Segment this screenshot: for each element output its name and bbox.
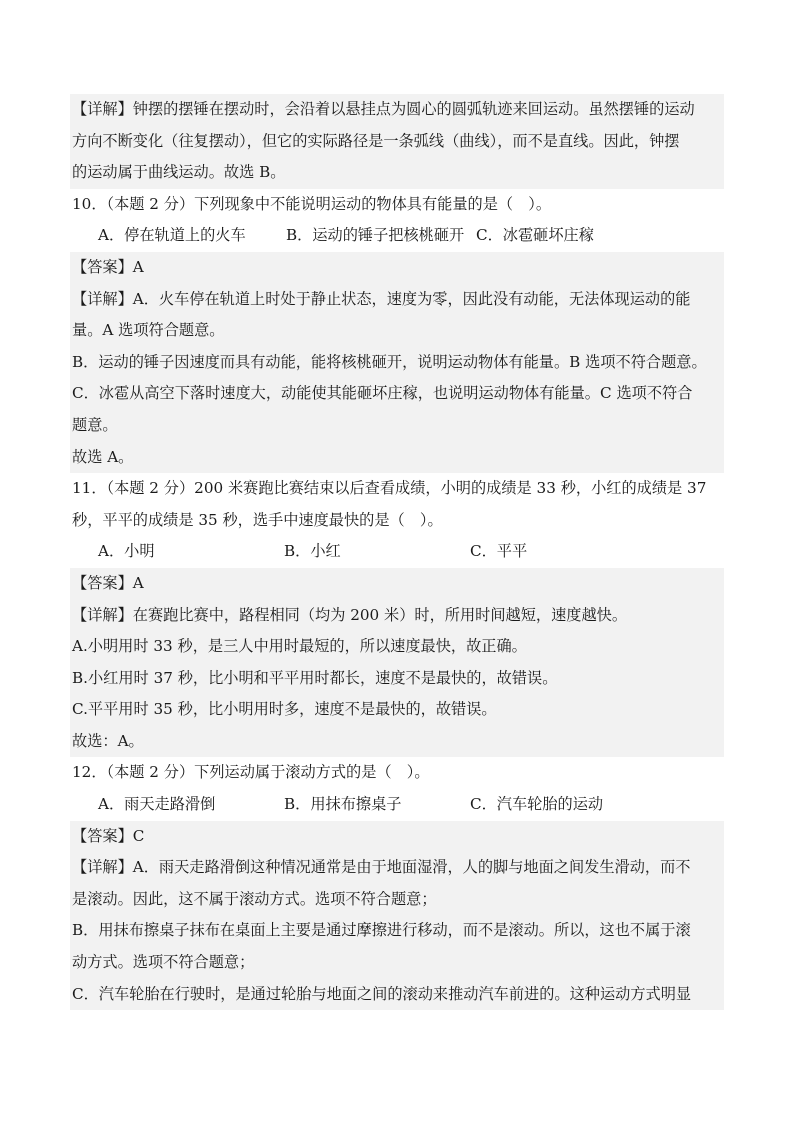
q11-detail-line-5: 故选：A。 [72,731,144,750]
q10-option-b: B．运动的锤子把核桃砸开 [286,226,465,245]
q10-detail-line-5: 题意。 [72,415,118,434]
q11-option-a: A．小明 [98,542,155,561]
q12-detail-line-1: 【详解】A．雨天走路滑倒这种情况通常是由于地面湿滑，人的脚与地面之间发生滑动，而不 [72,858,691,877]
q10-option-c: C．冰雹砸坏庄稼 [476,226,594,245]
q12-option-c: C．汽车轮胎的运动 [470,795,604,814]
q10-detail-line-6: 故选 A。 [72,447,134,466]
q11-detail-line-4: C.平平用时 35 秒，比小明用时多，速度不是最快的，故错误。 [72,700,497,719]
q12-answer: 【答案】C [72,826,145,845]
q10-answer: 【答案】A [72,257,144,276]
q12-stem: 12．（本题 2 分）下列运动属于滚动方式的是（ ）。 [72,763,430,782]
document-page [70,94,724,1010]
q10-options [70,220,724,252]
q11-option-c: C．平平 [470,542,528,561]
q11-stem-line-1: 11．（本题 2 分）200 米赛跑比赛结束以后查看成绩，小明的成绩是 33 秒，小红的成绩是 37 [72,479,707,498]
q12-detail-line-2: 是滚动。因此，这不属于滚动方式。选项不符合题意； [72,889,437,908]
q10-detail-line-1: 【详解】A．火车停在轨道上时处于静止状态，速度为零，因此没有动能，无法体现运动的能 [72,289,691,308]
q12-options [70,789,724,821]
q9-explanation [70,94,724,189]
q9-detail-line-2: 方向不断变化（往复摆动），但它的实际路径是一条弧线（曲线），而不是直线。因此，钟摆 [72,131,680,150]
q12-answer-block [70,821,724,1011]
q11-answer: 【答案】A [72,573,144,592]
q12-option-b: B．用抹布擦桌子 [284,795,402,814]
q11-stem-line-2: 秒，平平的成绩是 35 秒，选手中速度最快的是（ ）。 [72,510,443,529]
q12-detail-line-4: 动方式。选项不符合题意； [72,953,255,972]
q11-detail-line-3: B.小红用时 37 秒，比小明和平平用时都长，速度不是最快的，故错误。 [72,668,558,687]
q11-option-b: B．小红 [284,542,341,561]
q11-detail-line-1: 【详解】在赛跑比赛中，路程相同（均为 200 米）时，所用时间越短，速度越快。 [72,605,628,624]
q11-options [70,536,724,568]
q9-detail-line-3: 的运动属于曲线运动。故选 B。 [72,163,286,182]
q10-answer-block [70,252,724,473]
q10-detail-line-4: C．冰雹从高空下落时速度大，动能使其能砸坏庄稼，也说明运动物体有能量。C 选项不符合 [72,384,693,403]
q10-option-a: A．停在轨道上的火车 [98,226,246,245]
q11-detail-line-2: A.小明用时 33 秒，是三人中用时最短的，所以速度最快，故正确。 [72,637,527,656]
q10-detail-line-2: 量。A 选项符合题意。 [72,321,225,340]
q12-detail-line-3: B．用抹布擦桌子抹布在桌面上主要是通过摩擦进行移动，而不是滚动。所以，这也不属于滚 [72,921,691,940]
q10-detail-line-3: B．运动的锤子因速度而具有动能，能将核桃砸开，说明运动物体有能量。B 选项不符合题意。 [72,352,707,371]
q10-stem: 10．（本题 2 分）下列现象中不能说明运动的物体具有能量的是（ ）。 [72,194,552,213]
q12-option-a: A．雨天走路滑倒 [98,795,216,814]
q11-answer-block [70,568,724,758]
q12-detail-line-5: C．汽车轮胎在行驶时，是通过轮胎与地面之间的滚动来推动汽车前进的。这种运动方式明显 [72,984,692,1003]
q9-detail-line-1: 【详解】钟摆的摆锤在摆动时，会沿着以悬挂点为圆心的圆弧轨迹来回运动。虽然摆锤的运动 [72,100,695,118]
